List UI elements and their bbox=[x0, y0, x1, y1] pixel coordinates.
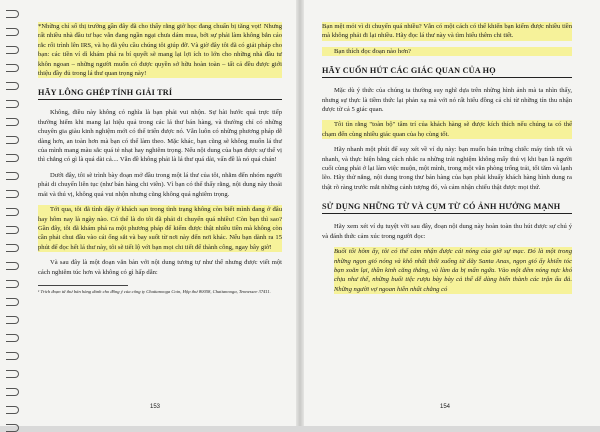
right-page bbox=[300, 0, 600, 426]
left-page bbox=[0, 0, 300, 426]
left-para-3: Dưới đây, tôi sẽ trình bày đoạn mở đầu trong một lá thư của tôi, nhằm đến nhóm người phải di chuyển liên tục (như bán hàng chi viên). Vì bạn có thể thấy rằng, nội dung này thoải mái và thú vị, không quá vui nhộn nhưng cũng không quá nghiêm trọng. bbox=[38, 171, 282, 198]
left-para-1: *Những chỉ số thị trường gần đây đã cho thấy rằng giờ học đang chuẩn bị tăng vọt! Nhưng rất nhiều nhà đầu tư bạc vẫn đang ngần ngại chưa dám mua, bởi sự phải làm không bắn cáo rắc rối trình lên IRS, và họ đã yêu cầu chúng tôi giúp đỡ. Và giờ đây tôi đã có giải pháp cho bạn: các tiền ví dì khám phá ra bí quyết sẽ mang lại lợi ích to lớn cho những nhà đầu tư khôn ngoan – những người muốn có được quyền sở hữu hoàn toàn – tất cả đều được giới thiệu đầy đủ trong lá thư quan trọng này! bbox=[38, 23, 282, 78]
right-para-3: Mặc dù ý thức của chúng ta thường suy nghĩ dựa trên những hình ảnh mà ta nhìn thấy, nhưng sự thực là tiềm thức lại phản xạ mà với nó rất hiểu đồng cả chỉ từ những tín thu nhận được từ cả 5 giác quan. bbox=[322, 87, 572, 114]
right-para-4: Tôi tìn rằng "toàn bộ" tâm trí của khách hàng sẽ được kích thích nếu chúng ta có thể chạm đến cùng nhiều giác quan của họ cùng tốt. bbox=[322, 121, 572, 138]
right-heading-1: HÃY CUỐN HÚT CÁC GIÁC QUAN CỦA HỌ bbox=[322, 66, 572, 78]
right-para-6: Hãy xem xét ví dụ tuyệt vời sau đây, đoạn nội dung này hoàn toàn thu hút được sự chú ý và đánh thức cảm xúc trong người đọc: bbox=[322, 223, 572, 240]
right-para-1: Bạn mệt mỏi vì di chuyển quá nhiều? Vẫn có một cách có thể khiến bạn kiếm được nhiều tiền mà không phải đi lại nhiều. Hãy đọc lá thư này và tìm hiểu thêm chi tiết. bbox=[322, 23, 572, 40]
left-heading-1: HÃY LÔNG GHÉP TÍNH GIẢI TRÍ bbox=[38, 88, 282, 100]
left-para-4: Tới qua, tôi đã tình dậy ở khách sạn trong tình trạng không còn biết mình đang ở đâu hay hôm nay là ngày nào. Có thể là do tôi đã phải di chuyển quá nhiều! Còn bạn thì sao? Gần đây, tôi đã khám phá ra một phương pháp để kiếm được thật nhiều tiền mà không còn cần phải chui đầu vào cái ống sắt và bay suốt từ nơi này đến nơi khác. Nếu bạn dành ra 15 phút để đọc hết lá thư này, tôi sẽ tiết lộ với bạn mọi chi tiết để thành công, ngay bây giờ! bbox=[38, 206, 282, 251]
right-heading-2: SỬ DỤNG NHỮNG TỪ VÀ CỤM TỪ CÓ ẢNH HƯỞNG MẠNH bbox=[322, 202, 572, 214]
right-page-number: 154 bbox=[440, 404, 451, 410]
right-para-5: Hãy nhanh một phút để suy xét về ví dụ này: bạn muốn bán trứng chiếc máy tính tốt và nhanh, và thực hiện bằng cách nhắc ra những trải nghiệm không mấy thú vị khi bạn là người cuối cùng phải ở lại làm việc muộn, một mình, trong một văn phòng trống trải, tối tăm và lạnh lẽo. Hãy thử nắng, nội dung trong thư bán hàng của bạn phải khuấy khách hàng hình dung ra thật rõ ràng trước mắt những cảnh tượng đó, và cảm nhận chiếu thật được mọi thứ. bbox=[322, 146, 572, 191]
left-para-2: Không, điều này không có nghĩa là bạn phải vui nhộn. Sự hài hước quá trực tiếp thường hiếm khi mang lại hiệu quả trong các lá thư bán hàng, và thường chỉ có những chuyên gia giàu kinh nghiệm mới có thể triển được nó. Vẫn luôn có những phương pháp dễ dàng hơn, an toàn hơn mà bạn có thể làm theo. Mặc khác, bạn cũng sẽ không muốn lá thư của mình mang màu sắc quá tẻ nhạt hay nghiêm trọng. Nếu nội dung của bạn được sự thể vị thì chẳng có gì là quá dài cả.... Vẫn đề không phải là lá thư quá dài, vấn đề là nó quá chán! bbox=[38, 109, 282, 164]
left-page-number: 153 bbox=[150, 404, 161, 410]
left-footnote: ¹ Trích đoạn từ thư bán hàng dành cho đồng ý của công ty Chattanooga Coin, Hộp thư 80058, Chattanooga, Tennessee 37411. bbox=[38, 288, 271, 294]
right-para-2: Bạn thích đọc đoạn nào hơn? bbox=[322, 47, 572, 56]
footnote-divider bbox=[38, 285, 128, 286]
right-quote: Buổi tối hôm ấy, tôi có thể cảm nhận được cái nóng của giờ sự mạc. Đó là một trong những ngọn gió nóng và khô nhất thổi xuống từ dãy Santa Anas, ngọn gió ấy khiến tóc bạn xoăn lại, thần kinh căng thẳng, và làm da bị mẩn ngứa. Vào một đêm nóng nực khó chịu như thế, những buổi tiệc rượu bày bày cả thể dễ dàng biến thành các trận ẩu đả. Những người vợ ngoan hiền nhất chẳng có bbox=[334, 248, 572, 293]
quote-block bbox=[334, 247, 572, 294]
left-para-5: Và sau đây là một đoạn văn bản với nội dung tương tự như thế nhưng được viết một cách nghiêm túc hơn và không có gì hấp dẫn: bbox=[38, 259, 282, 276]
